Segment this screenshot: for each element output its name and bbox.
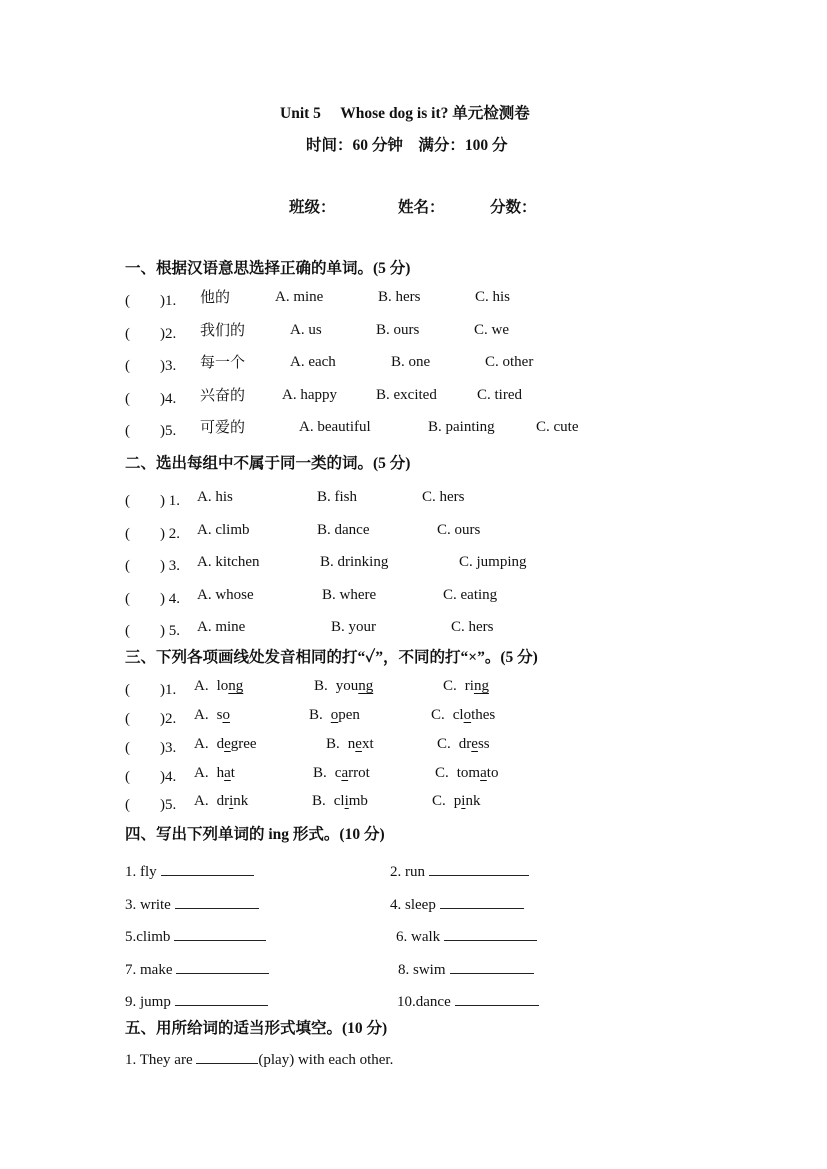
word: 7. make: [125, 962, 173, 978]
question-number[interactable]: ( ) 5.: [125, 623, 180, 639]
underlined-letters: a: [480, 765, 487, 781]
word-part: gree: [230, 736, 257, 752]
question-number[interactable]: ( )5.: [125, 797, 177, 813]
word: 4. sleep: [390, 897, 436, 913]
word-part: cl: [333, 793, 345, 809]
word-part: h: [216, 765, 225, 781]
option-letter: B.: [313, 765, 327, 781]
fill-item-left: [125, 861, 254, 881]
option-c[interactable]: C. hers: [422, 489, 465, 505]
underlined-letters: e: [355, 736, 362, 752]
word-part: xt: [361, 736, 374, 752]
option-c[interactable]: C. we: [474, 322, 509, 338]
question-number[interactable]: ( )4.: [125, 769, 177, 785]
option-b[interactable]: B. one: [391, 354, 431, 370]
option-letter: B.: [312, 793, 326, 809]
fill-item-left: [125, 991, 268, 1011]
section-1-heading: 一、根据汉语意思选择正确的单词。(5 分): [125, 260, 411, 277]
answer-blank[interactable]: [450, 959, 534, 974]
option-letter: A.: [194, 765, 209, 781]
question-number[interactable]: ( )3.: [125, 740, 177, 756]
option-letter: A.: [194, 707, 209, 723]
option-a[interactable]: [194, 707, 230, 724]
chinese-meaning: 他的: [200, 290, 231, 306]
word: 10.dance: [397, 994, 451, 1010]
option-letter: B.: [309, 707, 323, 723]
question-number[interactable]: ( )5.: [125, 423, 177, 439]
question-number[interactable]: ( ) 3.: [125, 558, 180, 574]
page-title: Unit 5 Whose dog is it? 单元检测卷: [280, 105, 530, 122]
option-b[interactable]: B. your: [331, 619, 376, 635]
option-letter: C.: [432, 793, 446, 809]
word-part: rrot: [348, 765, 370, 781]
section-5-heading: 五、用所给词的适当形式填空。(10 分): [125, 1020, 388, 1037]
fill-item-right: [397, 991, 539, 1011]
answer-blank[interactable]: [175, 991, 268, 1006]
word-part: cl: [452, 707, 464, 723]
word: 2. run: [390, 864, 425, 880]
option-b[interactable]: B. hers: [378, 289, 421, 305]
answer-blank[interactable]: [161, 861, 254, 876]
option-b[interactable]: [312, 793, 368, 810]
option-c[interactable]: [435, 765, 498, 782]
word-part: p: [453, 793, 462, 809]
q1-answer-blank[interactable]: [196, 1049, 258, 1064]
option-b[interactable]: B. where: [322, 587, 377, 603]
section-2-heading: 二、选出每组中不属于同一类的词。(5 分): [125, 455, 411, 472]
fill-item-left: [125, 926, 266, 946]
word: 6. walk: [396, 929, 441, 945]
option-b[interactable]: [314, 678, 373, 695]
option-c[interactable]: C. ours: [437, 522, 481, 538]
q1-text-before: 1. They are: [125, 1052, 197, 1068]
question-number[interactable]: ( )1.: [125, 293, 177, 309]
option-b[interactable]: [313, 765, 370, 782]
option-letter: B.: [314, 678, 328, 694]
option-a[interactable]: A. each: [290, 354, 336, 370]
answer-blank[interactable]: [440, 894, 524, 909]
option-b[interactable]: B. painting: [428, 419, 495, 435]
answer-blank[interactable]: [175, 894, 259, 909]
option-a[interactable]: [194, 678, 243, 695]
option-c[interactable]: [443, 678, 489, 695]
option-a[interactable]: A. us: [290, 322, 322, 338]
section-4-heading: 四、写出下列单词的 ing 形式。(10 分): [125, 826, 385, 843]
fill-item-left: [125, 894, 259, 914]
class-label: 班级：: [289, 199, 336, 216]
option-letter: A.: [194, 793, 209, 809]
option-b[interactable]: B. ours: [376, 322, 420, 338]
option-c[interactable]: C. jumping: [459, 554, 527, 570]
option-b[interactable]: [326, 736, 374, 753]
name-label: 姓名：: [398, 199, 445, 216]
underlined-letters: i: [344, 793, 349, 809]
underlined-letters: i: [461, 793, 466, 809]
underlined-letters: i: [229, 793, 234, 809]
option-b[interactable]: B. excited: [376, 387, 437, 403]
word-part: dr: [216, 793, 230, 809]
option-letter: B.: [326, 736, 340, 752]
chinese-meaning: 每一个: [200, 355, 246, 371]
time-score-line: 时间：60 分钟 满分：100 分: [306, 137, 508, 154]
fill-item-left: [125, 959, 269, 979]
answer-blank[interactable]: [444, 926, 537, 941]
word-part: t: [230, 765, 235, 781]
word-part: n: [347, 736, 356, 752]
underlined-letters: o: [222, 707, 230, 723]
option-c[interactable]: [431, 707, 495, 724]
option-b[interactable]: B. fish: [317, 489, 358, 505]
question-number[interactable]: ( )1.: [125, 682, 177, 698]
question-number[interactable]: ( )2.: [125, 326, 177, 342]
option-c[interactable]: C. hers: [451, 619, 494, 635]
word-part: nk: [233, 793, 249, 809]
chinese-meaning: 兴奋的: [200, 388, 246, 404]
question-number[interactable]: ( ) 2.: [125, 526, 180, 542]
option-letter: A.: [194, 736, 209, 752]
chinese-meaning: 我们的: [200, 323, 246, 339]
underlined-letters: o: [463, 707, 472, 723]
underlined-letters: e: [224, 736, 231, 752]
option-a[interactable]: A. mine: [197, 619, 246, 635]
underlined-letters: o: [330, 707, 339, 723]
option-c[interactable]: C. tired: [477, 387, 522, 403]
option-c[interactable]: C. his: [475, 289, 511, 305]
question-number[interactable]: ( ) 4.: [125, 591, 180, 607]
underlined-letters: a: [341, 765, 349, 781]
option-b[interactable]: B. drinking: [320, 554, 389, 570]
question-number[interactable]: ( )3.: [125, 358, 177, 374]
word-part: d: [216, 736, 225, 752]
option-a[interactable]: A. mine: [275, 289, 324, 305]
option-letter: C.: [443, 678, 457, 694]
underlined-letters: ng: [358, 678, 374, 694]
answer-blank[interactable]: [429, 861, 529, 876]
option-b[interactable]: B. dance: [317, 522, 370, 538]
underlined-letters: ng: [228, 678, 244, 694]
fill-item-right: [390, 894, 524, 914]
option-a[interactable]: A. his: [197, 489, 233, 505]
word-part: nk: [465, 793, 481, 809]
word: 5.climb: [125, 929, 171, 945]
underlined-letters: a: [224, 765, 231, 781]
word: 3. write: [125, 897, 171, 913]
option-c[interactable]: C. other: [485, 354, 534, 370]
option-a[interactable]: [194, 736, 257, 753]
option-letter: C.: [431, 707, 445, 723]
fill-item-right: [390, 861, 529, 881]
q1-text-after: (play) with each other.: [258, 1052, 394, 1068]
word-part: pen: [338, 707, 360, 723]
option-a[interactable]: A. happy: [282, 387, 337, 403]
answer-blank[interactable]: [174, 926, 266, 941]
question-number[interactable]: ( ) 1.: [125, 493, 180, 509]
word-part: mb: [348, 793, 368, 809]
option-b[interactable]: [309, 707, 360, 724]
option-c[interactable]: C. eating: [443, 587, 498, 603]
option-a[interactable]: A. beautiful: [299, 419, 371, 435]
answer-blank[interactable]: [455, 991, 539, 1006]
question-number[interactable]: ( )4.: [125, 391, 177, 407]
fill-item-right: [398, 959, 534, 979]
word-part: s: [216, 707, 223, 723]
word-part: you: [335, 678, 359, 694]
word-part: ri: [464, 678, 474, 694]
option-a[interactable]: [194, 793, 248, 810]
word-part: c: [334, 765, 342, 781]
word-part: tom: [456, 765, 481, 781]
option-letter: C.: [435, 765, 449, 781]
word-part: ss: [477, 736, 490, 752]
word-part: lo: [216, 678, 229, 694]
question-number[interactable]: ( )2.: [125, 711, 177, 727]
word: 8. swim: [398, 962, 446, 978]
fill-item-right: [396, 926, 537, 946]
section-5-question-1: [125, 1049, 393, 1069]
option-a[interactable]: A. kitchen: [197, 554, 260, 570]
word: 1. fly: [125, 864, 157, 880]
option-a[interactable]: A. whose: [197, 587, 254, 603]
option-a[interactable]: A. climb: [197, 522, 250, 538]
word-part: dr: [458, 736, 472, 752]
score-label: 分数：: [490, 199, 537, 216]
section-3-heading: 三、下列各项画线处发音相同的打“✓”，不同的打“×”。(5 分): [125, 649, 538, 666]
option-letter: A.: [194, 678, 209, 694]
option-letter: C.: [437, 736, 451, 752]
option-c[interactable]: [437, 736, 490, 753]
word-part: thes: [471, 707, 496, 723]
underlined-letters: ng: [473, 678, 489, 694]
word: 9. jump: [125, 994, 171, 1010]
chinese-meaning: 可爱的: [200, 420, 246, 436]
option-a[interactable]: [194, 765, 235, 782]
option-c[interactable]: [432, 793, 480, 810]
word-part: to: [486, 765, 499, 781]
answer-blank[interactable]: [176, 959, 269, 974]
underlined-letters: e: [471, 736, 478, 752]
option-c[interactable]: C. cute: [536, 419, 579, 435]
